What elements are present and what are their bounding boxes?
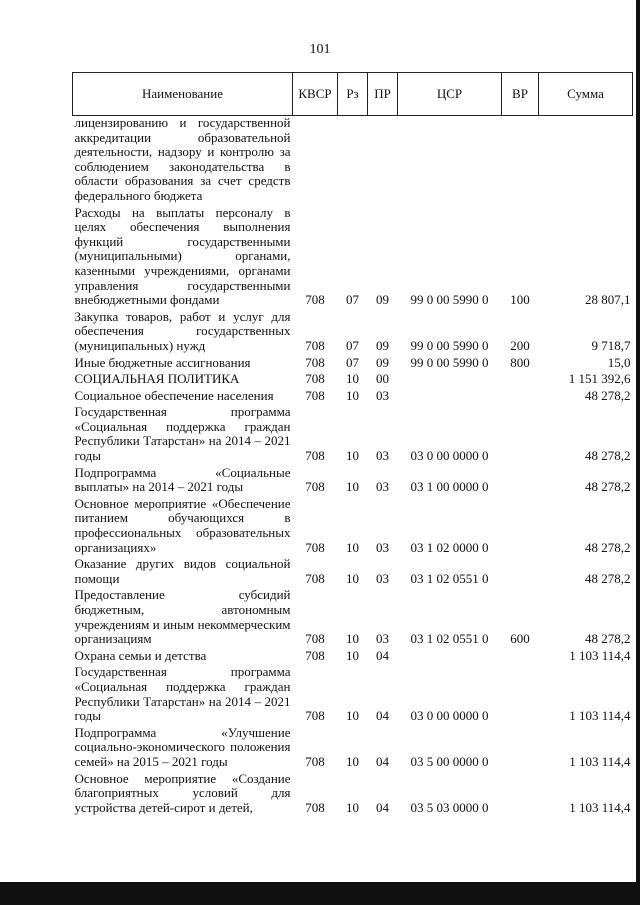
cell-rz: 10 bbox=[346, 708, 359, 724]
cell-sum: 9 718,7 bbox=[591, 337, 631, 353]
cell-pr: 03 bbox=[376, 539, 389, 555]
cell-pr bbox=[368, 116, 398, 204]
cell-rz: 10 bbox=[346, 570, 359, 586]
cell-rz: 10 bbox=[346, 539, 359, 555]
cell-sum: 15,0 bbox=[607, 354, 631, 370]
cell-csr: 03 1 00 0000 0 bbox=[410, 479, 489, 495]
cell-kvsr: 708 bbox=[305, 708, 325, 724]
cell-rz: 07 bbox=[346, 337, 359, 353]
table-row bbox=[73, 116, 633, 204]
cell-pr: 09 bbox=[376, 337, 389, 353]
cell-pr: 04 bbox=[376, 647, 389, 663]
cell-name: Государственная программа «Социальная поддержка граждан Республики Татарстан» на 2014 – 2021 годы bbox=[74, 664, 291, 724]
cell-rz: 10 bbox=[346, 799, 359, 815]
cell-name: Предоставление субсидий бюджетным, автономным учреждениям и иным некоммерческим организациям bbox=[74, 587, 291, 647]
cell-name: лицензированию и государственной аккредитации образовательной деятельности, надзору и контролю за соблюдением законодательства в области образования за счет средств федерального бюджета bbox=[74, 115, 291, 203]
cell-vr: 600 bbox=[510, 631, 530, 647]
cell-vr bbox=[502, 116, 539, 204]
cell-csr: 03 5 03 0000 0 bbox=[410, 799, 489, 815]
cell-csr: 03 1 02 0551 0 bbox=[410, 631, 489, 647]
cell-sum: 1 151 392,6 bbox=[568, 371, 631, 387]
cell-vr bbox=[502, 647, 539, 664]
cell-rz: 10 bbox=[346, 631, 359, 647]
table-row bbox=[73, 204, 633, 308]
header-kvsr: КВСР bbox=[293, 73, 338, 116]
cell-sum: 1 103 114,4 bbox=[569, 708, 631, 724]
cell-sum: 28 807,1 bbox=[585, 292, 631, 308]
cell-sum: 1 103 114,4 bbox=[569, 753, 631, 769]
cell-pr: 04 bbox=[376, 799, 389, 815]
scan-bottom-bar bbox=[0, 882, 640, 905]
table-row bbox=[73, 555, 633, 586]
cell-name: Основное мероприятие «Обеспечение питанием обучающихся в профессиональных образовательных организациях» bbox=[74, 495, 291, 555]
table-row bbox=[73, 387, 633, 404]
cell-sum: 48 278,2 bbox=[585, 387, 631, 403]
cell-pr: 00 bbox=[376, 371, 389, 387]
cell-csr: 03 0 00 0000 0 bbox=[410, 708, 489, 724]
cell-name: Подпрограмма «Улучшение социально-экономического положения семей» на 2015 – 2021 годы bbox=[74, 724, 291, 769]
cell-sum bbox=[539, 116, 633, 204]
cell-vr: 200 bbox=[510, 337, 530, 353]
cell-vr bbox=[502, 770, 539, 816]
cell-kvsr: 708 bbox=[305, 631, 325, 647]
cell-kvsr: 708 bbox=[305, 570, 325, 586]
cell-name: Охрана семьи и детства bbox=[74, 647, 207, 663]
header-csr: ЦСР bbox=[398, 73, 502, 116]
cell-csr: 03 1 02 0551 0 bbox=[410, 570, 489, 586]
cell-kvsr: 708 bbox=[305, 337, 325, 353]
cell-csr bbox=[398, 370, 502, 387]
cell-name: Подпрограмма «Социальные выплаты» на 2014 – 2021 годы bbox=[74, 464, 291, 495]
cell-csr bbox=[398, 116, 502, 204]
cell-pr: 03 bbox=[376, 387, 389, 403]
cell-csr bbox=[398, 647, 502, 664]
cell-rz: 10 bbox=[346, 448, 359, 464]
table-row bbox=[73, 495, 633, 555]
cell-name: Государственная программа «Социальная поддержка граждан Республики Татарстан» на 2014 – 2021 годы bbox=[74, 404, 291, 464]
cell-csr: 99 0 00 5990 0 bbox=[410, 337, 489, 353]
cell-name: Иные бюджетные ассигнования bbox=[74, 354, 251, 370]
cell-vr: 100 bbox=[510, 292, 530, 308]
header-pr: ПР bbox=[368, 73, 398, 116]
cell-sum: 48 278,2 bbox=[585, 539, 631, 555]
cell-pr: 03 bbox=[376, 448, 389, 464]
table-header-row bbox=[73, 73, 633, 116]
table-row bbox=[73, 586, 633, 646]
cell-vr bbox=[502, 403, 539, 463]
cell-rz: 10 bbox=[346, 753, 359, 769]
cell-sum: 1 103 114,4 bbox=[569, 647, 631, 663]
budget-table bbox=[72, 72, 633, 815]
cell-rz: 10 bbox=[346, 479, 359, 495]
cell-kvsr bbox=[293, 116, 338, 204]
cell-rz: 07 bbox=[346, 292, 359, 308]
cell-pr: 09 bbox=[376, 354, 389, 370]
cell-pr: 09 bbox=[376, 292, 389, 308]
table-row bbox=[73, 724, 633, 770]
cell-csr: 99 0 00 5990 0 bbox=[410, 292, 489, 308]
cell-sum: 48 278,2 bbox=[585, 479, 631, 495]
cell-csr: 03 1 02 0000 0 bbox=[410, 539, 489, 555]
cell-kvsr: 708 bbox=[305, 292, 325, 308]
header-sum: Сумма bbox=[539, 73, 633, 116]
cell-csr: 99 0 00 5990 0 bbox=[410, 354, 489, 370]
cell-sum: 48 278,2 bbox=[585, 631, 631, 647]
cell-rz: 10 bbox=[346, 387, 359, 403]
cell-kvsr: 708 bbox=[305, 479, 325, 495]
cell-vr bbox=[502, 724, 539, 770]
cell-pr: 04 bbox=[376, 708, 389, 724]
table-row bbox=[73, 647, 633, 664]
cell-name: Закупка товаров, работ и услуг для обеспечения государственных (муниципальных) нужд bbox=[74, 308, 291, 353]
cell-pr: 03 bbox=[376, 631, 389, 647]
cell-name: Основное мероприятие «Создание благоприятных условий для устройства детей-сирот и детей, bbox=[74, 770, 291, 815]
table-row bbox=[73, 464, 633, 495]
table-row bbox=[73, 663, 633, 723]
cell-kvsr: 708 bbox=[305, 354, 325, 370]
header-vr: ВР bbox=[502, 73, 539, 116]
cell-pr: 03 bbox=[376, 570, 389, 586]
cell-kvsr: 708 bbox=[305, 371, 325, 387]
cell-pr: 04 bbox=[376, 753, 389, 769]
header-rz: Рз bbox=[338, 73, 368, 116]
cell-sum: 48 278,2 bbox=[585, 570, 631, 586]
cell-pr: 03 bbox=[376, 479, 389, 495]
cell-name: Расходы на выплаты персоналу в целях обеспечения выполнения функций государственными (муниципальными) органами, казенными учреждениями, органами управления государственными внебюджетными фондами bbox=[74, 204, 291, 308]
header-name: Наименование bbox=[73, 73, 293, 116]
cell-name: Оказание других видов социальной помощи bbox=[74, 556, 291, 586]
cell-kvsr: 708 bbox=[305, 753, 325, 769]
cell-kvsr: 708 bbox=[305, 387, 325, 403]
cell-kvsr: 708 bbox=[305, 647, 325, 663]
cell-rz: 10 bbox=[346, 647, 359, 663]
cell-vr bbox=[502, 370, 539, 387]
page-number: 101 bbox=[309, 42, 331, 57]
table-row bbox=[73, 770, 633, 816]
cell-vr bbox=[502, 663, 539, 723]
cell-vr bbox=[502, 555, 539, 586]
cell-kvsr: 708 bbox=[305, 448, 325, 464]
scan-edge bbox=[636, 0, 640, 882]
table-row bbox=[73, 403, 633, 463]
cell-csr: 03 0 00 0000 0 bbox=[410, 448, 489, 464]
cell-kvsr: 708 bbox=[305, 539, 325, 555]
table-row bbox=[73, 308, 633, 354]
table-body bbox=[73, 116, 633, 816]
cell-sum: 1 103 114,4 bbox=[569, 799, 631, 815]
cell-rz: 07 bbox=[346, 354, 359, 370]
cell-csr bbox=[398, 387, 502, 404]
cell-sum: 48 278,2 bbox=[585, 448, 631, 464]
cell-name: Социальное обеспечение населения bbox=[74, 387, 274, 403]
cell-vr bbox=[502, 495, 539, 555]
table-row bbox=[73, 354, 633, 371]
cell-name: СОЦИАЛЬНАЯ ПОЛИТИКА bbox=[74, 371, 240, 387]
table-row bbox=[73, 370, 633, 387]
cell-kvsr: 708 bbox=[305, 799, 325, 815]
cell-rz: 10 bbox=[346, 371, 359, 387]
cell-rz bbox=[338, 116, 368, 204]
cell-vr: 800 bbox=[510, 354, 530, 370]
cell-vr bbox=[502, 464, 539, 495]
cell-vr bbox=[502, 387, 539, 404]
cell-csr: 03 5 00 0000 0 bbox=[410, 753, 489, 769]
